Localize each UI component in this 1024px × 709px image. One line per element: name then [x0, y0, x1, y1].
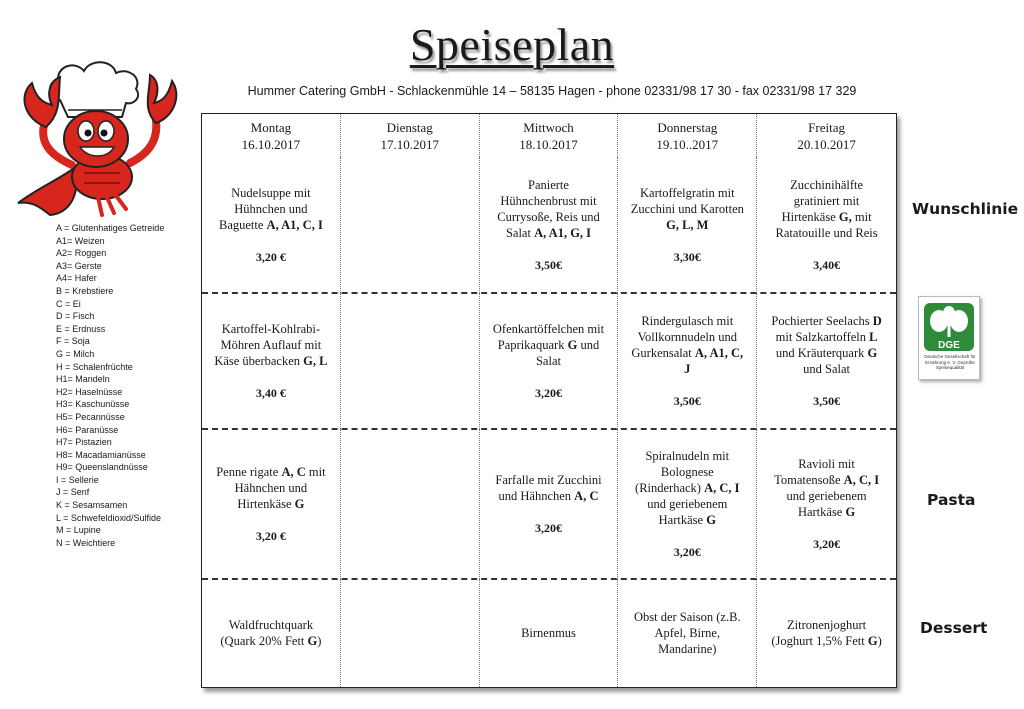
legend-item: G = Milch: [56, 348, 95, 359]
day-name: Freitag: [808, 119, 845, 135]
legend-item: A2= Roggen: [56, 248, 107, 259]
menu-cell: [202, 579, 341, 687]
legend-item: H = Schalenfrüchte: [56, 361, 133, 372]
allergen-codes: G: [294, 497, 305, 511]
allergen-codes: A, A1, C, J: [684, 346, 744, 376]
dish-description: [211, 617, 331, 649]
dish-description: [766, 456, 887, 520]
day-header: [757, 114, 896, 157]
dish-text: Birnenmus: [521, 626, 576, 640]
legend-item: C = Ei: [56, 298, 81, 309]
allergen-codes: G: [867, 346, 878, 360]
dish-text: mit Ratatouille und Reis: [775, 210, 878, 240]
menu-cell: [202, 157, 341, 293]
day-date: 16.10.2017: [241, 136, 301, 152]
menu-cell: [757, 293, 896, 429]
row-label-dessert: Dessert: [920, 619, 988, 637]
allergen-codes: D: [872, 314, 882, 328]
allergen-codes: G: [867, 634, 878, 648]
allergen-codes: A, A1, G, I: [534, 226, 592, 240]
dish-price: 3,30€: [673, 250, 701, 264]
legend-item: H9= Queenslandnüsse: [56, 462, 148, 473]
dish-description: [489, 177, 609, 241]
menu-cell: [202, 429, 341, 579]
menu-cell: [757, 429, 896, 579]
menu-cell: [202, 293, 341, 429]
day-date: 18.10.2017: [519, 136, 578, 152]
menu-cell: [618, 429, 757, 579]
legend-item: I = Sellerie: [56, 474, 99, 485]
legend-item: K = Sesamsamen: [56, 500, 128, 511]
day-header: [341, 114, 480, 157]
menu-cell: [480, 157, 619, 293]
dish-text: Kartoffelgratin mit Zucchini und Karotten: [630, 186, 744, 216]
day-name: Mittwoch: [523, 119, 574, 135]
day-date: 20.10.2017: [797, 136, 856, 152]
day-name: Dienstag: [386, 119, 433, 135]
dish-text: Zitronenjoghurt (Joghurt 1,5% Fett: [771, 618, 868, 648]
menu-grid: [202, 114, 896, 687]
empty-menu-cell: [341, 157, 480, 293]
allergen-codes: L: [869, 330, 878, 344]
menu-cell: [618, 157, 757, 293]
legend-item: H7= Pistazien: [56, 437, 112, 448]
menu-cell: [618, 579, 757, 687]
dish-price: 3,20€: [534, 386, 562, 400]
dish-description: [766, 177, 887, 241]
dish-price: 3,20 €: [255, 250, 286, 264]
row-divider: [202, 578, 896, 580]
dish-description: [627, 448, 747, 528]
menu-cell: [757, 579, 896, 687]
legend-item: H6= Paranüsse: [56, 424, 119, 435]
dish-text: Nudelsuppe mit Hühnchen und Baguette: [218, 186, 311, 232]
company-info: Hummer Catering GmbH - Schlackenmühle 14 – 58135 Hagen - phone 02331/98 17 30 - fax 02331/98 17 329: [247, 84, 857, 98]
dish-price: 3,20€: [534, 521, 562, 535]
dish-description: [521, 625, 576, 641]
menu-cell: [480, 293, 619, 429]
dish-text: Obst der Saison (z.B. Apfel, Birne, Mandarine): [633, 610, 741, 656]
allergen-codes: A, C: [574, 489, 599, 503]
dish-description: [627, 313, 747, 377]
day-header: [618, 114, 757, 157]
dish-text: Rindergulasch mit Vollkornnudeln und Gurkensalat: [631, 314, 737, 360]
dish-text: mit Salzkartoffeln: [775, 330, 870, 344]
allergen-codes: A, C, I: [843, 473, 880, 487]
dish-text: mit Hähnchen und Hirtenkäse: [234, 465, 326, 511]
dish-description: [766, 313, 887, 377]
legend-item: A3= Gerste: [56, 260, 102, 271]
legend-item: H1= Mandeln: [56, 374, 110, 385]
legend-item: H2= Haselnüsse: [56, 386, 123, 397]
empty-menu-cell: [341, 579, 480, 687]
dish-text: Pochierter Seelachs: [771, 314, 873, 328]
legend-item: A4= Hafer: [56, 273, 97, 284]
dish-text: Ravioli mit Tomatensoße: [774, 457, 855, 487]
dge-plant-icon: [919, 299, 979, 355]
menu-cell: [480, 579, 619, 687]
legend-item: E = Erdnuss: [56, 323, 106, 334]
legend-item: A = Glutenhatiges Getreide: [56, 223, 165, 233]
allergen-codes: G, L: [303, 354, 328, 368]
legend-item: B = Krebstiere: [56, 285, 114, 296]
dish-text: Ofenkartöffelchen mit Paprikaquark: [492, 322, 605, 352]
legend-item: J = Senf: [56, 487, 90, 498]
dish-price: 3,40 €: [255, 386, 286, 400]
dish-description: [211, 185, 331, 233]
legend-item: H5= Pecannüsse: [56, 411, 125, 422]
lobster-chef-mascot: [10, 55, 200, 220]
day-date: 19.10..2017: [656, 136, 719, 152]
dish-description: [627, 609, 747, 657]
legend-item: D = Fisch: [56, 311, 95, 322]
allergen-codes: A, C, I: [704, 481, 740, 495]
dish-description: [211, 464, 331, 512]
menu-cell: [618, 293, 757, 429]
empty-menu-cell: [341, 429, 480, 579]
dish-text: Farfalle mit Zucchini und Hähnchen: [495, 473, 602, 503]
allergen-codes: G,: [838, 210, 852, 224]
empty-menu-cell: [341, 293, 480, 429]
dish-price: 3,50€: [534, 258, 562, 272]
legend-item: H8= Macadamianüsse: [56, 449, 146, 460]
legend-item: F = Soja: [56, 336, 90, 347]
allergen-codes: A, C: [281, 465, 306, 479]
day-header: [202, 114, 341, 157]
day-date: 17.10.2017: [380, 136, 439, 152]
dish-description: [211, 321, 331, 369]
allergen-codes: A, A1, C, I: [266, 218, 323, 232]
legend-item: A1= Weizen: [56, 235, 105, 246]
dish-description: [627, 185, 747, 233]
legend-item: M = Lupine: [56, 525, 101, 536]
dish-text: ): [877, 634, 882, 648]
dish-text: und Salat: [803, 362, 851, 376]
dge-abbr: DGE: [938, 340, 960, 351]
dish-text: und Kräuterquark: [775, 346, 868, 360]
legend-item: N = Weichtiere: [56, 537, 116, 548]
dish-text: Waldfruchtquark (Quark 20% Fett: [220, 618, 314, 648]
row-label-wunschlinie: Wunschlinie: [912, 200, 1019, 218]
allergen-codes: G: [845, 505, 856, 519]
page-title: Speiseplan: [409, 19, 615, 70]
dish-price: 3,50€: [673, 394, 701, 408]
allergen-codes: G, L, M: [666, 218, 709, 232]
dish-price: 3,40€: [813, 258, 841, 272]
allergen-codes: G: [706, 513, 716, 527]
dish-price: 3,20€: [813, 537, 841, 551]
dish-price: 3,50€: [813, 394, 841, 408]
dish-text: und geriebenem Hartkäse: [647, 497, 728, 527]
dish-text: Kartoffel-Kohlrabi-Möhren Auflauf mit Käse überbacken: [214, 322, 322, 368]
allergen-codes: G: [307, 634, 318, 648]
menu-table: [201, 113, 897, 688]
legend-item: H3= Kaschunüsse: [56, 399, 130, 410]
dish-text: Penne rigate: [216, 465, 282, 479]
dish-text: und geriebenem Hartkäse: [786, 489, 867, 519]
dge-caption: Deutsche Gesellschaft für Ernährung e. V. Geprüfte Speisequalität: [924, 354, 976, 370]
dish-price: 3,20€: [673, 545, 701, 559]
dish-price: 3,20 €: [255, 529, 286, 543]
day-name: Montag: [250, 119, 292, 135]
dish-text: und Salat: [535, 338, 600, 368]
row-divider: [202, 292, 896, 294]
row-label-pasta: Pasta: [927, 491, 976, 509]
legend-item: L = Schwefeldioxid/Sulfide: [56, 512, 161, 523]
dish-text: Zucchinihälfte gratiniert mit Hirtenkäse: [781, 178, 864, 224]
allergen-legend: [56, 222, 196, 549]
dish-description: [766, 617, 887, 649]
row-divider: [202, 428, 896, 430]
menu-cell: [757, 157, 896, 293]
menu-cell: [480, 429, 619, 579]
allergen-codes: G: [567, 338, 578, 352]
dish-description: [489, 321, 609, 369]
dish-description: [489, 472, 609, 504]
dish-text: ): [317, 634, 322, 648]
dge-logo: [918, 296, 980, 380]
day-header: [480, 114, 619, 157]
dish-text: Panierte Hühnchenbrust mit Currysoße, Reis und Salat: [497, 178, 600, 240]
dish-text: Spiralnudeln mit Bolognese (Rinderhack): [635, 449, 730, 495]
day-name: Donnerstag: [657, 119, 718, 135]
